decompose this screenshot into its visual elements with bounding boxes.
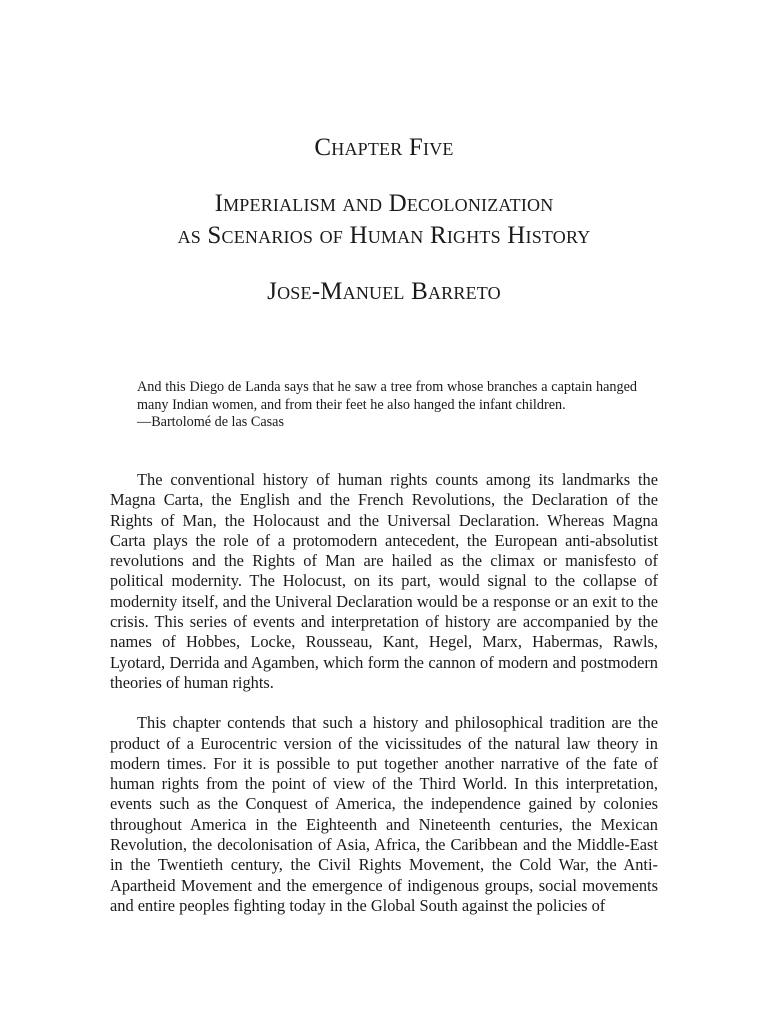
chapter-title-line-2: as Scenarios of Human Rights History <box>177 222 591 249</box>
epigraph <box>137 379 637 432</box>
epigraph-quote: And this Diego de Landa says that he saw a tree from whose branches a captain hanged many Indian women, and from their feet he also hanged the infant children. <box>137 379 637 413</box>
body-paragraph-2: This chapter contends that such a history and philosophical tradition are the product of a Eurocentric version of the vicissitudes of the natural law theory in modern times. For it is possible to put together another narrative of the fate of human rights from the point of view of the Third World. In this interpretation, events such as the Conquest of America, the independence gained by colonies throughout America in the Eighteenth and Nineteenth centuries, the Mexican Revolution, the decolonisation of Asia, Africa, the Caribbean and the Middle-East in the Twentieth century, the Civil Rights Movement, the Cold War, the Anti-Apartheid Movement and the emergence of indigenous groups, social movements and entire peoples fighting today in the Global South against the policies of <box>110 713 658 915</box>
chapter-title-line-1: Imperialism and Decolonization <box>214 190 554 217</box>
body-text <box>110 470 658 916</box>
body-paragraph-1: The conventional history of human rights counts among its landmarks the Magna Carta, the English and the French Revolutions, the Declaration of the Rights of Man, the Holocaust and the Universal Declaration. Whereas Magna Carta plays the role of a protomodern antecedent, the European anti-absolutist revolutions and the Rights of Man are hailed as the climax or manisfesto of political modernity. The Holocust, on its part, would signal to the collapse of modernity itself, and the Univeral Declaration would be a response or an exit to the crisis. This series of events and interpretation of history are accompanied by the names of Hobbes, Locke, Rousseau, Kant, Hegel, Marx, Habermas, Rawls, Lyotard, Derrida and Agamben, which form the cannon of modern and postmodern theories of human rights. <box>110 470 658 692</box>
chapter-author: Jose-Manuel Barreto <box>267 278 501 305</box>
chapter-title <box>0 188 768 252</box>
epigraph-source: —Bartolomé de las Casas <box>137 414 284 430</box>
chapter-label: Chapter Five <box>314 134 454 161</box>
